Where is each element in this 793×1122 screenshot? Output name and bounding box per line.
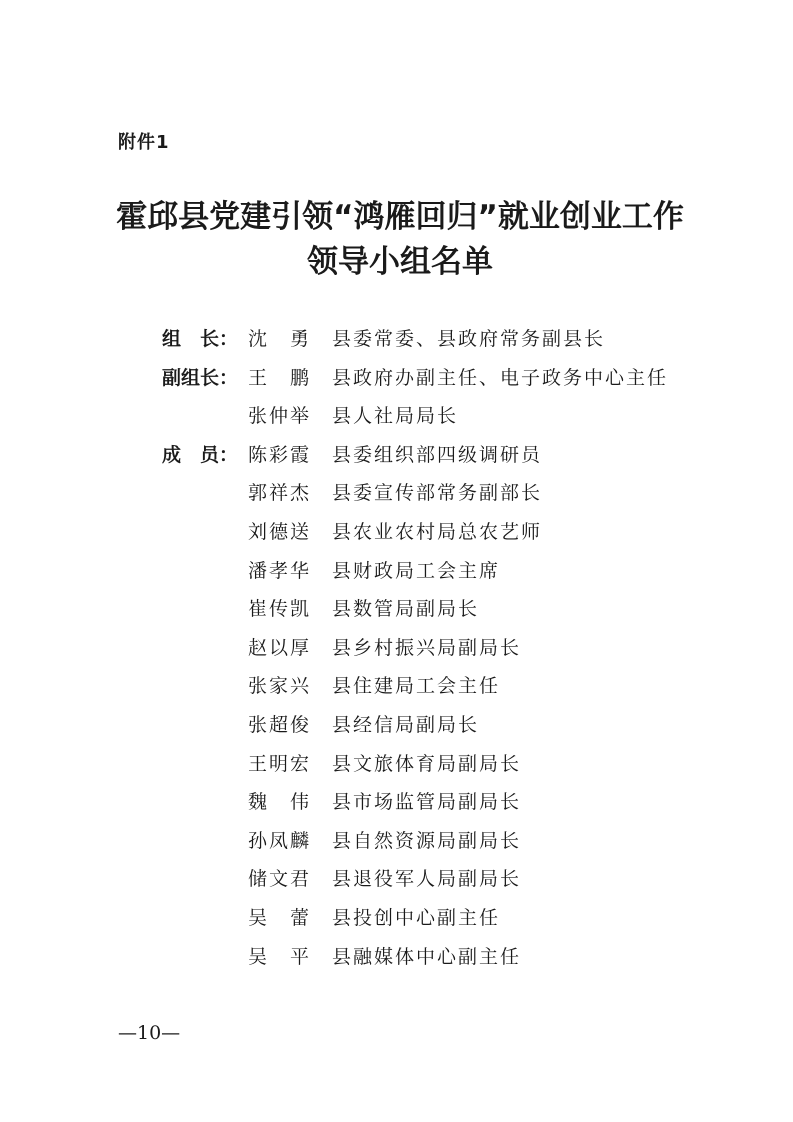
roster-row xyxy=(162,474,742,513)
member-name: 张仲举 xyxy=(248,405,312,428)
member-position: 县市场监管局副局长 xyxy=(332,791,522,814)
roster-row xyxy=(162,667,742,706)
roster-row xyxy=(162,359,742,398)
roster-row xyxy=(162,629,742,668)
roster-row xyxy=(162,397,742,436)
member-name: 孙凤麟 xyxy=(248,829,312,852)
member-position: 县乡村振兴局副局长 xyxy=(332,636,522,659)
role-label: 成 员： xyxy=(162,443,239,466)
member-name: 潘孝华 xyxy=(248,559,312,582)
roster-row xyxy=(162,745,742,784)
member-name: 王明宏 xyxy=(248,752,312,775)
member-position: 县政府办副主任、电子政务中心主任 xyxy=(332,366,669,389)
member-name: 张家兴 xyxy=(248,675,312,698)
member-position: 县融媒体中心副主任 xyxy=(332,945,522,968)
member-position: 县自然资源局副局长 xyxy=(332,829,522,852)
roster-row xyxy=(162,899,742,938)
member-position: 县农业农村局总农艺师 xyxy=(332,520,543,543)
member-position: 县委组织部四级调研员 xyxy=(332,443,543,466)
member-position: 县财政局工会主席 xyxy=(332,559,501,582)
member-roster xyxy=(162,320,742,976)
member-position: 县住建局工会主任 xyxy=(332,675,501,698)
page-number: —10— xyxy=(118,1022,181,1044)
member-position: 县数管局副局长 xyxy=(332,598,480,621)
roster-row xyxy=(162,590,742,629)
member-name: 吴 蕾 xyxy=(248,906,312,929)
member-name: 崔传凯 xyxy=(248,598,312,621)
document-title-line-1: 霍邱县党建引领“鸿雁回归”就业创业工作 xyxy=(116,199,684,235)
member-name: 储文君 xyxy=(248,868,312,891)
member-position: 县委宣传部常务副部长 xyxy=(332,482,543,505)
member-name: 沈 勇 xyxy=(248,328,312,350)
member-name: 张超俊 xyxy=(248,713,312,736)
roster-row xyxy=(162,552,742,591)
member-name: 刘德送 xyxy=(248,520,312,543)
member-position: 县文旅体育局副局长 xyxy=(332,752,522,775)
member-name: 吴 平 xyxy=(248,945,312,968)
roster-row xyxy=(162,822,742,861)
roster-row xyxy=(162,938,742,977)
member-name: 王 鹏 xyxy=(248,366,312,389)
member-name: 郭祥杰 xyxy=(248,482,312,505)
member-position: 县投创中心副主任 xyxy=(332,906,501,929)
roster-row xyxy=(162,513,742,552)
member-position: 县委常委、县政府常务副县长 xyxy=(332,328,606,350)
member-name: 魏 伟 xyxy=(248,791,312,814)
member-position: 县退役军人局副局长 xyxy=(332,868,522,891)
member-name: 赵以厚 xyxy=(248,636,312,659)
role-label: 副组长： xyxy=(162,366,239,389)
member-position: 县人社局局长 xyxy=(332,405,459,428)
member-position: 县经信局副局长 xyxy=(332,713,480,736)
roster-row xyxy=(162,783,742,822)
roster-row xyxy=(162,436,742,475)
attachment-label: 附件1 xyxy=(118,132,170,153)
roster-row xyxy=(162,860,742,899)
document-title-line-2: 领导小组名单 xyxy=(307,244,493,280)
roster-row xyxy=(162,706,742,745)
roster-row xyxy=(162,320,742,359)
member-name: 陈彩霞 xyxy=(248,443,312,466)
role-label: 组 长： xyxy=(162,328,239,350)
